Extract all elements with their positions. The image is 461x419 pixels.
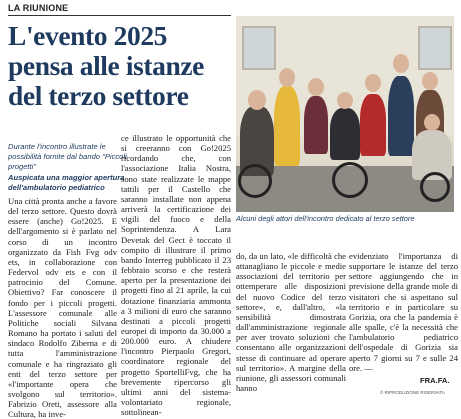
- photo-person: [304, 96, 328, 154]
- article-column-2: [121, 133, 231, 417]
- photo-head: [337, 92, 353, 109]
- article-text-col-2: ce illustrato le opportunità che si creeranno con Go!2025 ricordando che, con l'associazione Italia Nostra, sono state realizzate le mappe tattili per il Castello che saranno installate non appena arriverà la certificazione dei vigili del fuoco e della Soprintendenza. A Lara Devetak del Gect è toccato il compito di illustrare il primo bando Interreg pubblicato il 23 febbraio scorso e che resterà aperto per la presentazione dei progetti fino al 21 aprile, la cui dotazione finanziaria ammonta a 3 milioni di euro che saranno destinati a piccoli progetti europei di importo da 30.000 a 200.000 euro. A chiudere l'incontro Pierpaolo Gregori, coordinatore regionale del progetto SportelliFvg, che ha brevemente ripercorso gli ultimi anni del sistema-volontariato regionale, sottolinean-: [121, 133, 231, 418]
- article-summary: [8, 142, 136, 193]
- headline: [8, 21, 236, 111]
- wheelchair-wheel: [420, 172, 450, 202]
- section-rule: [8, 15, 231, 16]
- headline-line-1: L'evento 2025: [8, 20, 168, 51]
- headline-line-3: del terzo settore: [8, 80, 189, 111]
- photo-person: [330, 108, 360, 160]
- article-text-col-3: do, da un lato, «le difficoltà che attanagliano le piccole e medie associazioni del territorio per ottemperare alle disposizioni del nuovo Codice del terzo settore», e, dall'altro, «la sensibilità dimostrata dall'amministrazione regionale per aver trovato soluzioni che consentano alle organizzazioni stesse di continuare ad operare sul territorio». A margine della riunione, gli assessori comunali hanno: [236, 251, 346, 394]
- summary-part-1: Durante l'incontro illustrate le possibilità fornite dal bando "Piccoli progetti": [8, 142, 127, 172]
- copyright-notice: © RIPRODUZIONE RISERVATA: [380, 390, 445, 395]
- photo-person: [274, 86, 300, 166]
- photo-window: [418, 26, 452, 70]
- article-column-1: [8, 196, 117, 419]
- article-column-4: [349, 251, 458, 373]
- wheelchair-wheel: [332, 162, 368, 198]
- headline-line-2: pensa alle istanze: [8, 50, 204, 81]
- photo-head: [365, 74, 381, 92]
- article-column-3: [236, 251, 346, 393]
- photo-head: [424, 114, 440, 131]
- photo-head: [279, 68, 295, 87]
- article-text-col-4: evidenziato l'importanza di supportare le istanze del terzo settore aggiungendo che in previsione della grande mole di visitatori che si aspettano sul territorio e in particolare su Gorizia, ora che la pandemia è alle spalle, c'è la necessità che l'ambulatorio pediatrico dell'ospedale di Gorizia sia aperto 7 giorni su 7 e sulle 24 ore. —: [349, 251, 458, 373]
- photo-head: [308, 78, 324, 96]
- wheelchair-wheel: [238, 164, 272, 198]
- photo-person: [360, 94, 386, 156]
- photo-head: [422, 72, 438, 90]
- article-photo: [236, 16, 454, 212]
- photo-head: [393, 54, 409, 73]
- photo-head: [248, 90, 266, 110]
- photo-window: [242, 26, 276, 70]
- photo-person: [388, 76, 414, 156]
- article-text-col-1: Una città pronta anche a favore del terzo settore. Questo dovrà essere (anche) Go!2025. E dell'argomento si è parlato nel corso di un incontro organizzato da Fish Fvg odv ets, in collaborazione con Federvol odv ets e con il patrocinio del Comune. Obiettivo? Far conoscere il fondo per i piccoli progetti. L'assessore comunale alle Politiche sociali Silvana Romano ha portato i saluti del sindaco Rodolfo Ziberna e di tutta l'amministrazione comunale e ha ringraziato gli enti del terzo settore per «l'importante opera che svolgono sul territorio». Fabrizio Oreti, assessore alla Cultura, ha inve-: [8, 196, 117, 419]
- summary-part-2: Auspicata una maggior apertura dell'ambulatorio pediatrico: [8, 172, 125, 192]
- author-signature: FRA.FA.: [420, 376, 450, 385]
- photo-caption: Alcuni degli attori dell'incontro dedicato al terzo settore: [236, 214, 415, 223]
- section-label: LA RIUNIONE: [8, 3, 69, 13]
